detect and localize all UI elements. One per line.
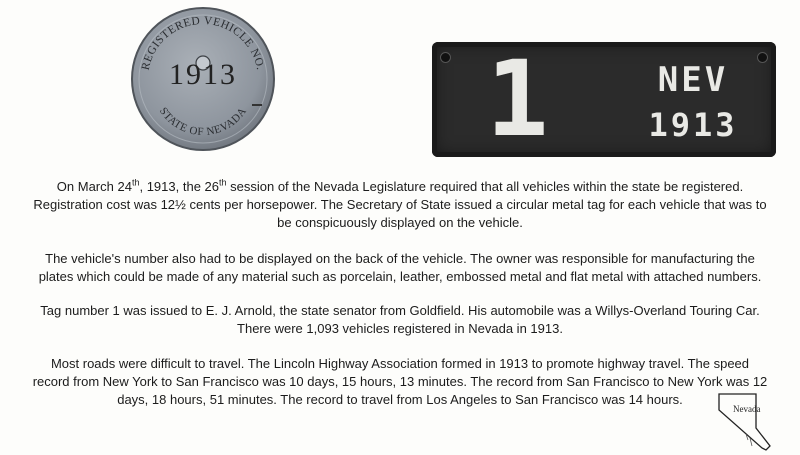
text-span: On March 24 — [56, 179, 132, 194]
nevada-logo-label: Nevada — [733, 404, 761, 414]
paragraph-line: Tag number 1 was issued to E. J. Arnold, the state senator from Goldfield. His automobile was a Willys-Overland Touring Car. — [40, 303, 760, 318]
tag-bottom-text: STATE OF NEVADA — [156, 105, 250, 139]
paragraph-line: The vehicle's number also had to be displayed on the back of the vehicle. The owner was responsible for manufacturing the — [45, 251, 755, 266]
tag-number: 1913 — [169, 58, 237, 91]
plate-state: NEV — [657, 60, 729, 100]
paragraph-line: Registration cost was 12½ cents per horsepower. The Secretary of State issued a circular metal tag for each vehicle that was to — [33, 197, 767, 212]
plate-number: 1 — [486, 38, 549, 160]
paragraph-line: days, 18 hours, 51 minutes. The record to travel from Los Angeles to San Francisco was 14 hours. — [117, 392, 683, 407]
paragraph-line: Most roads were difficult to travel. The Lincoln Highway Association formed in 1913 to promote highway travel. The speed — [50, 356, 750, 371]
paragraph-tag-number-one — [20, 302, 780, 338]
paragraph-plates — [20, 250, 780, 286]
nevada-map-logo — [716, 388, 772, 452]
text-span: 13 — [161, 179, 176, 194]
tag-mark — [252, 104, 262, 106]
paragraph-line: There were 1,093 vehicles registered in Nevada in 1913. — [237, 321, 563, 336]
text-span: session of the Nevada Legislature required that all vehicles within the state be registered. — [226, 179, 744, 194]
text-span: , 19 — [139, 179, 162, 194]
paragraph-line — [20, 178, 780, 196]
paragraph-roads — [20, 355, 780, 409]
text-span: , the 26 — [175, 179, 219, 194]
plate-bolt-hole — [440, 52, 451, 63]
paragraph-line: be conspicuously displayed on the vehicle. — [277, 215, 523, 230]
paragraph-registration — [20, 178, 780, 232]
license-plate — [432, 38, 776, 160]
tag-top-text: REGISTERED VEHICLE NO. — [139, 14, 267, 72]
superscript: th — [131, 177, 140, 188]
superscript: th — [219, 177, 227, 188]
plate-year: 1913 — [648, 106, 738, 144]
paragraph-line: record from New York to San Francisco was 10 days, 15 hours, 13 minutes. The record from San Francisco to New York was 12 — [32, 374, 768, 389]
paragraph-line: plates which could be made of any material such as porcelain, leather, embossed metal and flat metal with attached numbers. — [38, 269, 762, 284]
